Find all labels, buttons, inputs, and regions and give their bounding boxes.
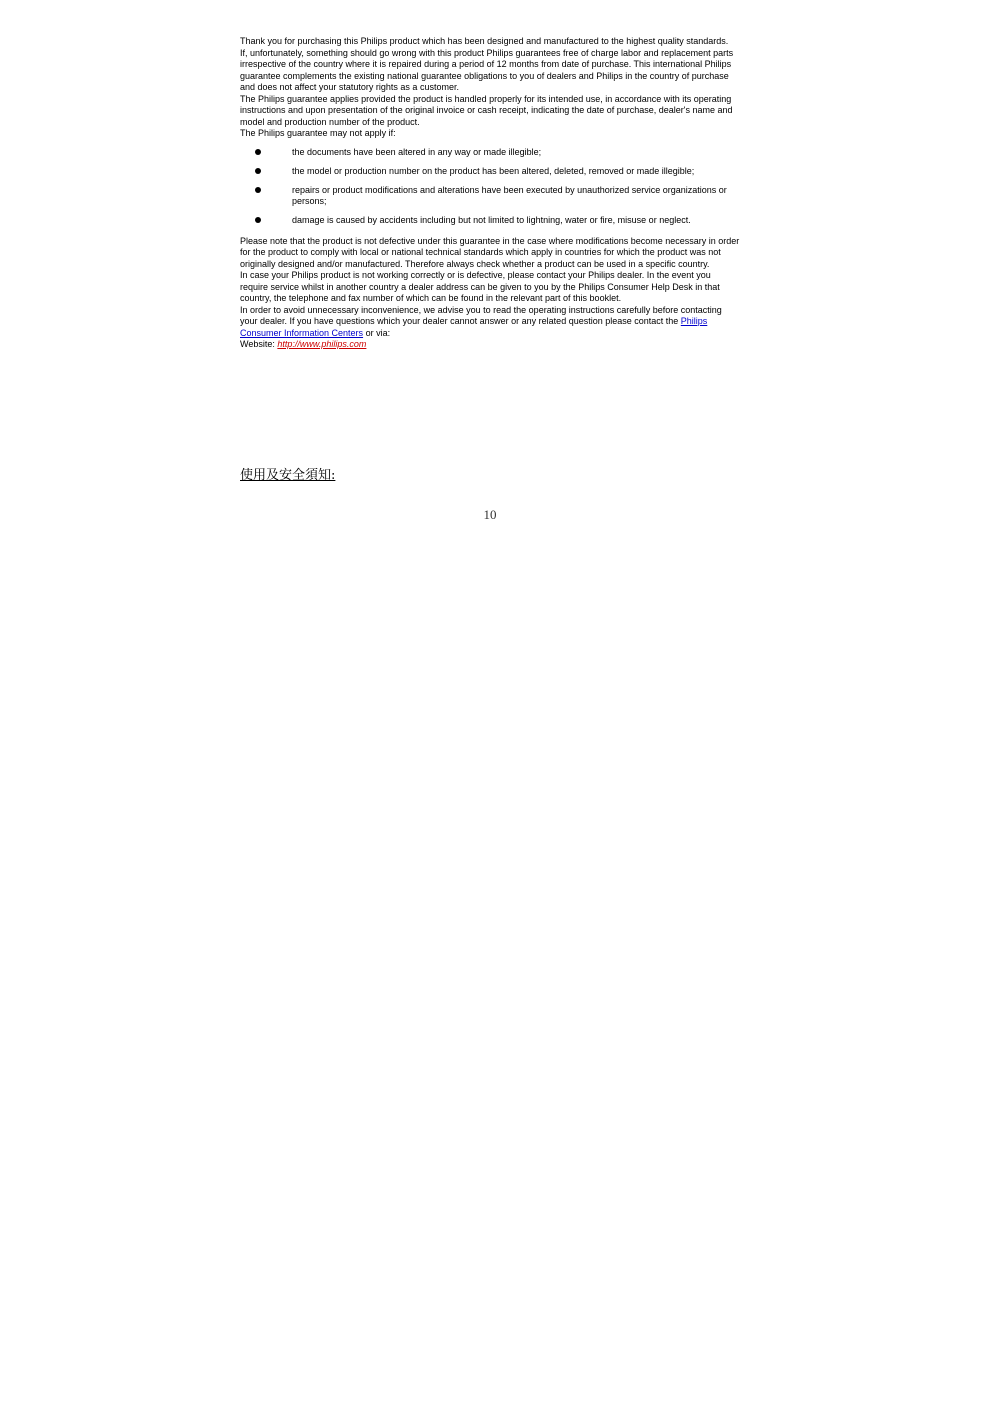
- closing-paragraph-3: [240, 305, 740, 340]
- intro-paragraph-2: If, unfortunately, something should go wrong with this product Philips guarantees free of charge labor and replacement parts irrespective of the country where it is repaired during a period of 12 months from date of purchase. This international Philips guarantee complements the existing national guarantee obligations to you of dealers and Philips in the country of purchase and does not affect your statutory rights as a customer.: [240, 47, 734, 92]
- list-item-text: the model or production number on the product has been altered, deleted, removed or made illegible;: [292, 165, 695, 176]
- bullet-icon: [255, 187, 261, 193]
- closing-paragraph-1: Please note that the product is not defective under this guarantee in the case where modifications become necessary in order for the product to comply with local or national technical standards which apply in countries for which the product was not originally designed and/or manufactured. Therefore always check whether a product can be used in a specific country.: [240, 235, 740, 269]
- closing-paragraph-2: In case your Philips product is not working correctly or is defective, please contact your Philips dealer. In the event you require service whilst in another country a dealer address can be given to you by the Philips Consumer Help Desk in that country, the telephone and fax number of which can be found in the relevant part of this booklet.: [240, 270, 720, 303]
- list-item-text: damage is caused by accidents including but not limited to lightning, water or fire, misuse or neglect.: [292, 214, 691, 225]
- intro-paragraph-4: The Philips guarantee may not apply if:: [240, 128, 396, 138]
- list-item-text: repairs or product modifications and alterations have been executed by unauthorized service organizations or persons;: [292, 184, 727, 206]
- safety-heading: 使用及安全須知:: [240, 468, 336, 483]
- website-label: Website:: [240, 339, 278, 349]
- website-link[interactable]: http://www.philips.com: [277, 339, 367, 349]
- bullet-icon: [255, 168, 261, 174]
- list-item: [240, 147, 740, 158]
- list-item: [240, 166, 740, 177]
- closing-paragraph-3-text: In order to avoid unnecessary inconvenience, we advise you to read the operating instructions carefully before contacting your dealer. If you have questions which your dealer cannot answer or any related question please contact the: [240, 304, 722, 326]
- list-item: [240, 215, 740, 226]
- bullet-icon: [255, 149, 261, 155]
- closing-paragraph-3-suffix: or via:: [363, 327, 391, 338]
- page-number: 10: [483, 507, 497, 522]
- consumer-info-centers-link[interactable]: Philips Consumer Information Centers: [240, 316, 708, 338]
- intro-paragraph-3: The Philips guarantee applies provided the product is handled properly for its intended use, in accordance with its operating instructions and upon presentation of the original invoice or cash receipt, indicating the date of purchase, dealer's name and model and production number of the product.: [240, 93, 733, 127]
- exclusion-list: [240, 147, 740, 226]
- website-line: [240, 339, 740, 351]
- intro-paragraph-1: Thank you for purchasing this Philips product which has been designed and manufactured to the highest quality standards.: [240, 36, 729, 46]
- list-item-text: the documents have been altered in any way or made illegible;: [292, 146, 542, 157]
- list-item: [240, 185, 740, 207]
- bullet-icon: [255, 217, 261, 223]
- guarantee-text-block: [240, 36, 740, 351]
